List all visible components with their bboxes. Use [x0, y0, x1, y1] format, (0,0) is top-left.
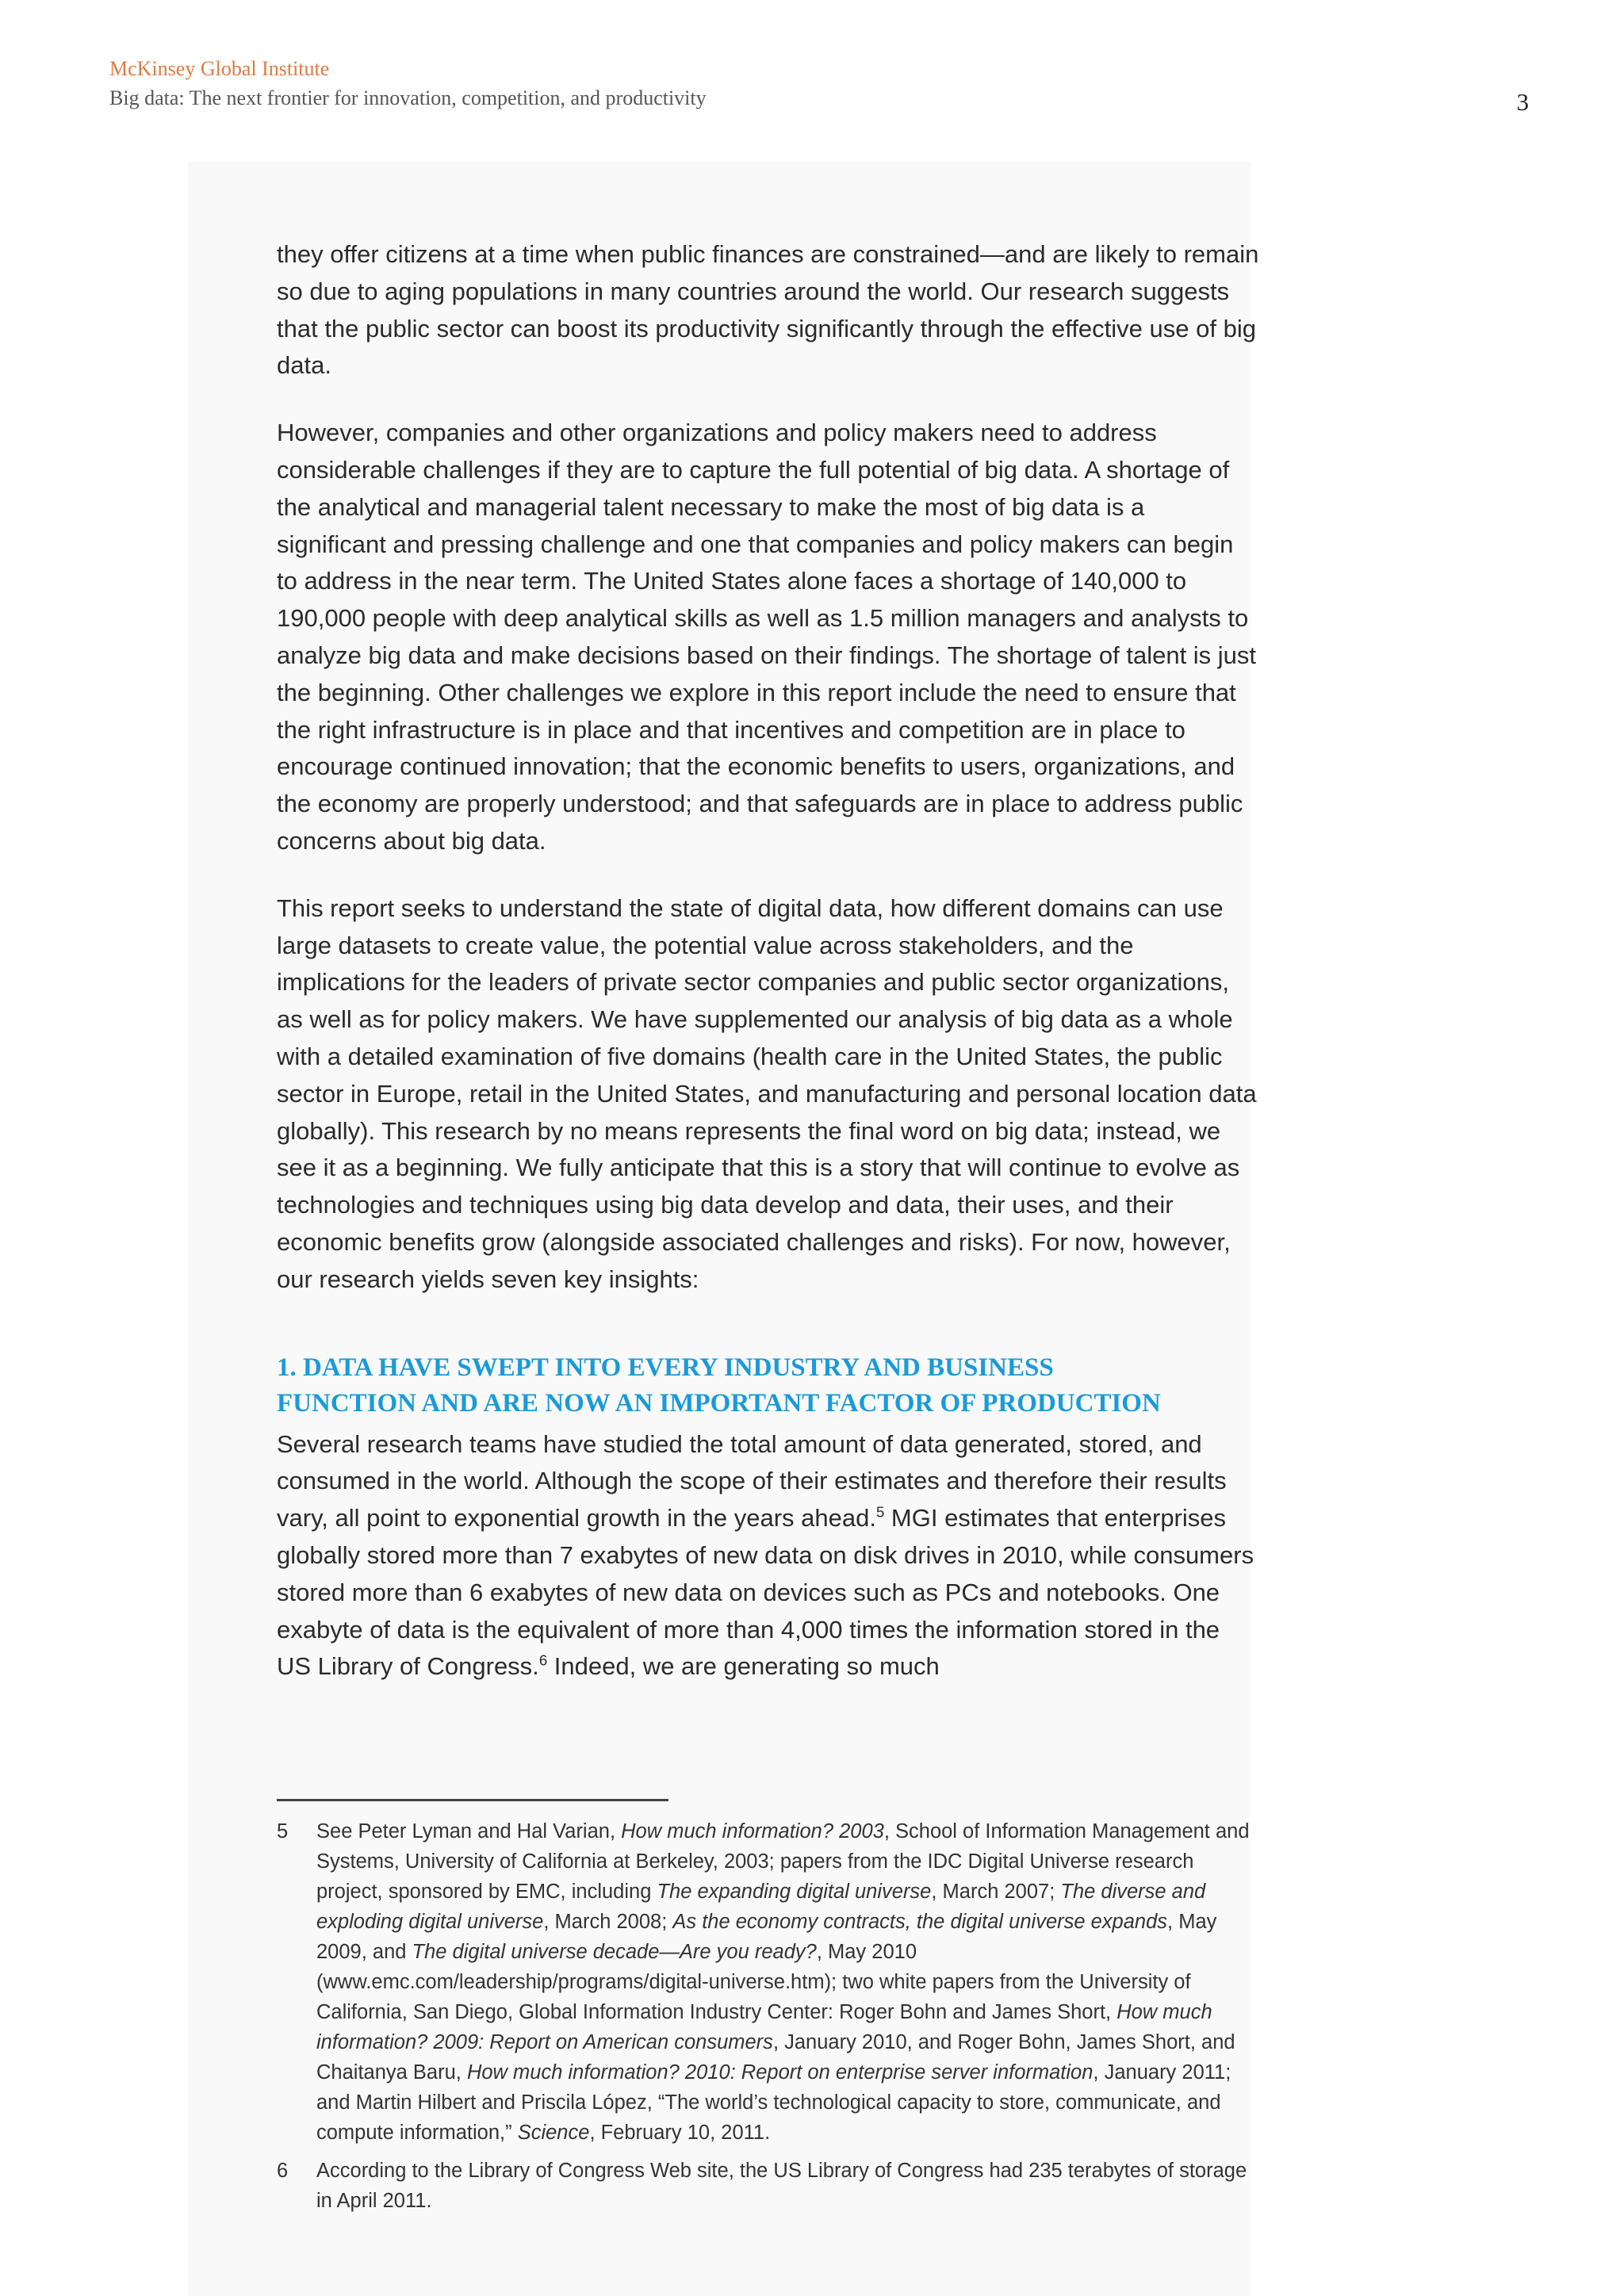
footnote-5-part: See Peter Lyman and Hal Varian,	[316, 1820, 622, 1843]
main-content	[277, 236, 1260, 1716]
body-paragraph-3: This report seeks to understand the state of digital data, how different domains can use large datasets to create value, the potential value across stakeholders, and the implications for the leaders of private sector companies and public sector organizations, as well as for policy makers. We have supplemented our analysis of big data as a whole with a detailed examination of five domains (health care in the United States, the public sector in Europe, retail in the United States, and manufacturing and personal location data globally). This research by no means represents the final word on big data; instead, we see it as a beginning. We fully anticipate that this is a story that will continue to evolve as technologies and techniques using big data develop and data, their uses, and their economic benefits grow (alongside associated challenges and risks). For now, however, our research yields seven key insights:	[277, 894, 1257, 1293]
footnote-5-title: As the economy contracts, the digital universe expands	[672, 1911, 1168, 1933]
footnote-5	[277, 1816, 1252, 2148]
footnote-5-part: , School of Information Management and Systems, University of California at Berkeley, 2003; papers from the IDC Digital Universe research project, sponsored by EMC, including	[316, 1820, 1250, 1903]
footnote-5-part: , February 10, 2011.	[589, 2122, 771, 2144]
footnote-5-part: , March 2008;	[543, 1911, 673, 1933]
paragraph-4-text-a: Several research teams have studied the total amount of data generated, stored, and consumed in the world. Although the scope of their estimates and therefore their results vary, all point to exponential growth in the years ahead.	[277, 1429, 1227, 1533]
footnote-5-title: The digital universe decade—Are you ready?	[412, 1941, 817, 1963]
footnote-5-title: How much information? 2003	[621, 1820, 884, 1843]
footnote-ref-5: 5	[875, 1503, 885, 1521]
footnote-text: According to the Library of Congress Web site, the US Library of Congress had 235 terabytes of storage in April 2011.	[316, 2160, 1247, 2212]
footnote-5-title: The expanding digital universe	[657, 1881, 932, 1903]
footnote-5-part: , January 2010, and Roger Bohn, James Short, and Chaitanya Baru,	[316, 2031, 1235, 2084]
footnote-5-part: , May 2009, and	[316, 1911, 1217, 1963]
footnote-number: 6	[277, 2160, 289, 2182]
section-heading: 1. DATA HAVE SWEPT INTO EVERY INDUSTRY AND BUSINESS FUNCTION AND ARE NOW AN IMPORTANT FACTOR OF PRODUCTION	[277, 1353, 1161, 1418]
footnote-5-part: , January 2011; and Martin Hilbert and Priscila López, “The world’s technological capacity to store, communicate, and compute information,”	[316, 2061, 1231, 2144]
footnote-5-part: , May 2010 (www.emc.com/leadership/programs/digital-universe.htm); two white papers from the University of California, San Diego, Global Information Industry Center: Roger Bohn and James Short,	[316, 1941, 1191, 2023]
footnote-text	[316, 1816, 1252, 2148]
body-paragraph-2: However, companies and other organizations and policy makers need to address considerable challenges if they are to capture the full potential of big data. A shortage of the analytical and managerial talent necessary to make the most of big data is a significant and pressing challenge and one that companies and policy makers can begin to address in the near term. The United States alone faces a shortage of 140,000 to 190,000 people with deep analytical skills as well as 1.5 million managers and analysts to analyze big data and make decisions based on their findings. The shortage of talent is just the beginning. Other challenges we explore in this report include the need to ensure that the right infrastructure is in place and that incentives and competition are in place to encourage continued innovation; that the economic benefits to users, organizations, and the economy are properly understood; and that safeguards are in place to address public concerns about big data.	[277, 419, 1257, 855]
paragraph-4-text-c: Indeed, we are generating so much	[547, 1652, 940, 1681]
paragraph-4-text-b: MGI estimates that enterprises globally stored more than 7 exabytes of new data on disk drives in 2010, while consumers stored more than 6 exabytes of new data on devices such as PCs and notebooks. One exabyte of data is the equivalent of more than 4,000 times the information stored in the US Library of Congress.	[277, 1504, 1254, 1681]
footnote-ref-6: 6	[538, 1651, 548, 1669]
body-paragraph-1: they offer citizens at a time when public finances are constrained—and are likely to remain so due to aging populations in many countries around the world. Our research suggests that the public sector can boost its productivity significantly through the effective use of big data.	[277, 240, 1259, 380]
footnote-number: 5	[277, 1820, 289, 1843]
footnote-5-title: How much information? 2010: Report on enterprise server information	[466, 2061, 1094, 2084]
page-number: 3	[1516, 88, 1529, 116]
footnote-5-part: , March 2007;	[931, 1881, 1061, 1903]
footnote-5-title: The diverse and exploding digital universe	[316, 1881, 1206, 1933]
header-organization: McKinsey Global Institute	[109, 57, 330, 80]
footnotes	[277, 1816, 1252, 2224]
header-report-title: Big data: The next frontier for innovation, competition, and productivity	[109, 86, 707, 109]
footnote-divider	[277, 1799, 668, 1801]
footnote-5-title: How much information? 2009: Report on American consumers	[316, 2001, 1212, 2053]
footnote-6	[277, 2156, 1252, 2216]
footnote-5-title: Science	[517, 2122, 590, 2144]
body-paragraph-4	[277, 1426, 1260, 1686]
